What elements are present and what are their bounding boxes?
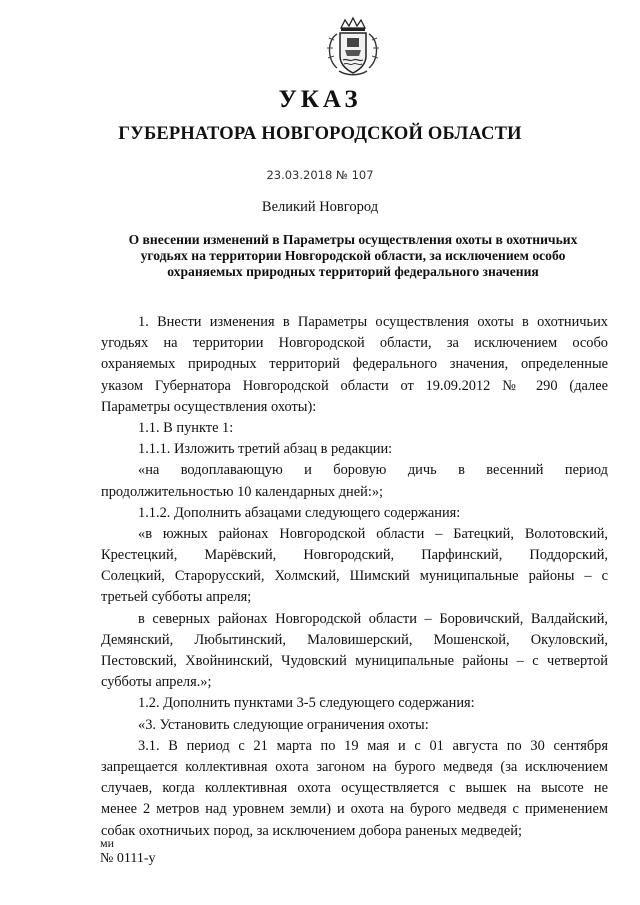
body-line: продолжительностью 10 календарных дней:»; bbox=[101, 483, 384, 500]
body-line: собак охотничьих пород, за исключением добора раненых медведей; bbox=[101, 822, 522, 839]
body-line: случаев, когда коллективная охота осуществляется с вышек на высоте не bbox=[101, 780, 608, 797]
issuer-title: ГУБЕРНАТОРА НОВГОРОДСКОЙ ОБЛАСТИ bbox=[118, 124, 522, 144]
body-line: субботы апреля.»; bbox=[101, 674, 212, 691]
heading-line: О внесении изменений в Параметры осуществления охоты в охотничьих bbox=[128, 232, 578, 247]
body-line: Демянский, Любытинский, Маловишерский, Мошенской, Окуловский, bbox=[101, 631, 608, 648]
body-line: «3. Установить следующие ограничения охоты: bbox=[138, 716, 429, 733]
body-line: запрещается коллективная охота загоном на бурого медведя (за исключением bbox=[101, 758, 608, 775]
date-number: 23.03.2018 № 107 bbox=[266, 168, 374, 182]
decree-heading bbox=[100, 232, 606, 280]
body-line: указом Губернатора Новгородской области от 19.09.2012 № 290 (далее bbox=[101, 377, 608, 394]
body-line: в северных районах Новгородской области – Боровичский, Валдайский, bbox=[138, 610, 608, 627]
body-line: охраняемых природных территорий федерального значения, определенные bbox=[101, 356, 608, 373]
body-line: 1.2. Дополнить пунктами 3-5 следующего содержания: bbox=[138, 695, 475, 712]
body-line: Пестовский, Хвойнинский, Чудовский муниципальные районы – с четвертой bbox=[101, 653, 608, 669]
heading-line: угодьях на территории Новгородской области, за исключением особо bbox=[140, 248, 566, 263]
body-line: Солецкий, Старорусский, Холмский, Шимский муниципальные районы – с bbox=[101, 568, 608, 585]
city-name: Великий Новгород bbox=[261, 199, 379, 215]
body-line: 1.1.2. Дополнить абзацами следующего содержания: bbox=[138, 504, 461, 521]
body-line: Параметры осуществления охоты): bbox=[101, 398, 317, 415]
heading-line: охраняемых природных территорий федерального значения bbox=[167, 264, 539, 279]
body-line: менее 2 метров над уровнем земли) и охота на бурого медведя с применением bbox=[101, 801, 608, 818]
body-line: 1.1. В пункте 1: bbox=[138, 419, 234, 436]
document-code: № 0111-у bbox=[100, 851, 156, 866]
body-line: 1. Внести изменения в Параметры осуществления охоты в охотничьих bbox=[138, 314, 608, 330]
body-line: 3.1. В период с 21 марта по 19 мая и с 01 августа по 30 сентября bbox=[138, 737, 608, 754]
executor-initials: ми bbox=[100, 836, 115, 850]
body-line: третьей субботы апреля; bbox=[101, 589, 252, 606]
document-title: УКАЗ bbox=[278, 86, 362, 113]
decree-body bbox=[101, 312, 608, 842]
coat-of-arms-icon bbox=[323, 16, 383, 78]
body-line: 1.1.1. Изложить третий абзац в редакции: bbox=[138, 441, 393, 458]
body-line: Крестецкий, Марёвский, Новгородский, Парфинский, Поддорский, bbox=[101, 547, 608, 564]
body-line: «на водоплавающую и боровую дичь в весенний период bbox=[138, 462, 608, 479]
body-line: «в южных районах Новгородской области – Батецкий, Волотовский, bbox=[138, 525, 608, 542]
document-footer bbox=[100, 836, 155, 867]
body-line: угодьях на территории Новгородской области, за исключением особо bbox=[101, 335, 608, 352]
